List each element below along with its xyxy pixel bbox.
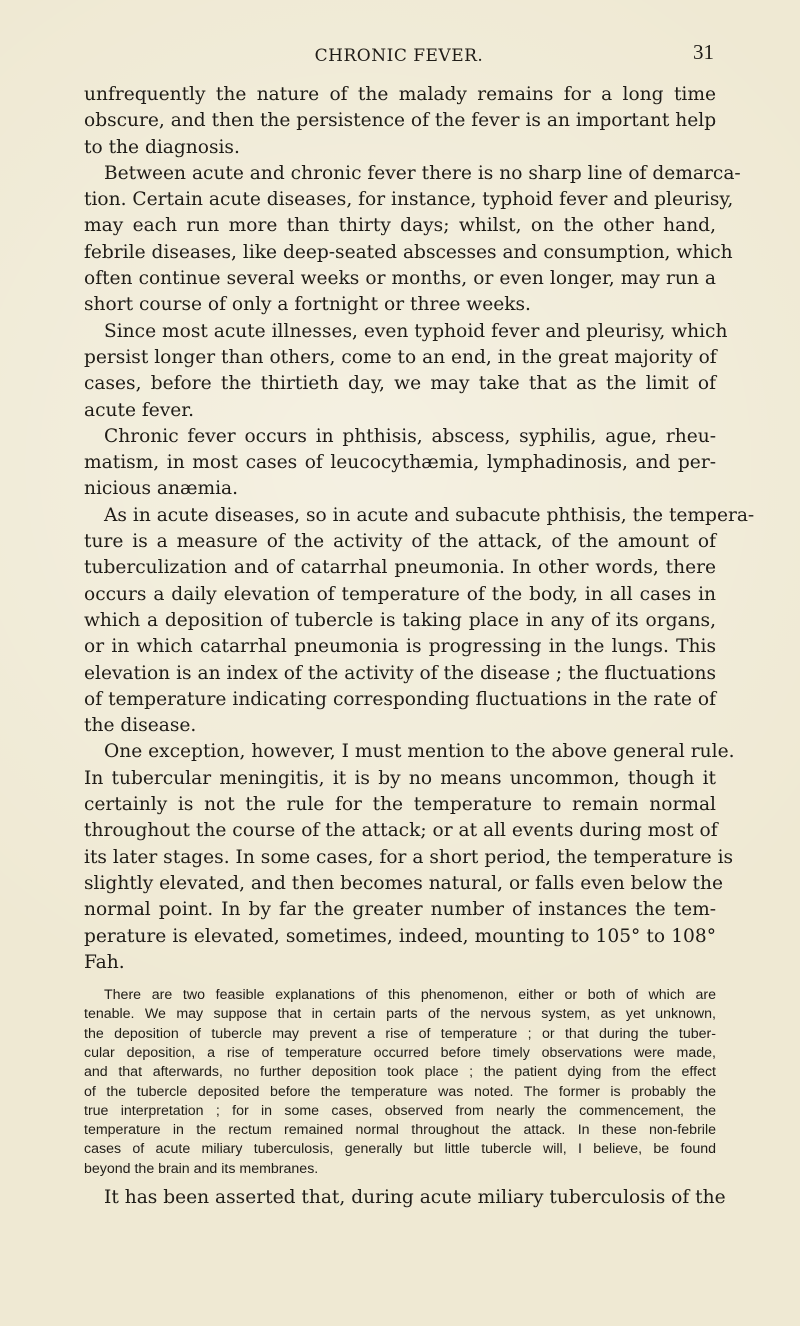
text-line: Between acute and chronic fever there is no sharp line of demarca- bbox=[104, 162, 741, 184]
page-header bbox=[84, 40, 714, 70]
text-line: of temperature indicating corresponding fluctuations in the rate of bbox=[84, 688, 716, 710]
text-line: the disease. bbox=[84, 715, 197, 737]
text-line: In tubercular meningitis, it is by no means uncommon, though it bbox=[84, 767, 716, 789]
note-line: temperature in the rectum remained normal throughout the attack. In these non-febrile bbox=[84, 1122, 716, 1139]
text-line: often continue several weeks or months, or even longer, may run a bbox=[84, 268, 716, 290]
note-line: of the tubercle deposited before the temperature was noted. The former is probably the bbox=[84, 1083, 716, 1100]
note-line: true interpretation ; for in some cases, observed from nearly the commencement, the bbox=[84, 1102, 716, 1119]
note-line: tenable. We may suppose that in certain parts of the nervous system, as yet unknown, bbox=[84, 1006, 716, 1023]
note-block bbox=[84, 986, 716, 1179]
page-number: 31 bbox=[693, 40, 714, 64]
body-text bbox=[84, 82, 755, 1211]
running-head: CHRONIC FEVER. bbox=[314, 46, 484, 66]
text-line: or in which catarrhal pneumonia is progressing in the lungs. This bbox=[84, 636, 716, 658]
text-line: tion. Certain acute diseases, for instance, typhoid fever and pleurisy, bbox=[84, 189, 734, 211]
text-line: perature is elevated, sometimes, indeed, mounting to 105° to 108° bbox=[84, 925, 716, 947]
text-line: unfrequently the nature of the malady remains for a long time bbox=[84, 84, 716, 105]
main-paragraphs bbox=[84, 82, 755, 976]
text-line: throughout the course of the attack; or at all events during most of bbox=[84, 820, 718, 842]
text-line: Chronic fever occurs in phthisis, abscess, syphilis, ague, rheu- bbox=[104, 425, 716, 447]
note-line: the deposition of tubercle may prevent a rise of temperature ; or that during the tuber- bbox=[84, 1025, 716, 1042]
text-line: which a deposition of tubercle is taking place in any of its organs, bbox=[84, 609, 716, 631]
text-line: nicious anæmia. bbox=[84, 478, 239, 500]
text-line: cases, before the thirtieth day, we may take that as the limit of bbox=[84, 373, 716, 395]
text-line: obscure, and then the persistence of the fever is an important help bbox=[84, 110, 717, 132]
text-line: As in acute diseases, so in acute and subacute phthisis, the tempera- bbox=[104, 504, 755, 526]
text-line: slightly elevated, and then becomes natural, or falls even below the bbox=[84, 872, 723, 894]
text-line: normal point. In by far the greater number of instances the tem- bbox=[84, 899, 716, 921]
text-line: elevation is an index of the activity of the disease ; the fluctuations bbox=[84, 662, 716, 684]
note-line: beyond the brain and its membranes. bbox=[84, 1160, 319, 1177]
note-line: cular deposition, a rise of temperature occurred before timely observations were made, bbox=[84, 1044, 716, 1061]
note-line: cases of acute miliary tuberculosis, generally but little tubercle will, I believe, be found bbox=[84, 1141, 716, 1158]
text-line: persist longer than others, come to an end, in the great majority of bbox=[84, 346, 717, 368]
text-line: acute fever. bbox=[84, 399, 195, 421]
text-line: febrile diseases, like deep-seated abscesses and consumption, which bbox=[84, 241, 733, 263]
text-line: matism, in most cases of leucocythæmia, lymphadinosis, and per- bbox=[84, 452, 716, 474]
closing-line: It has been asserted that, during acute miliary tuberculosis of the bbox=[104, 1187, 726, 1209]
note-line: and that afterwards, no further deposition took place ; the patient dying from the effect bbox=[84, 1064, 716, 1081]
text-line: certainly is not the rule for the temperature to remain normal bbox=[84, 794, 716, 816]
text-line: Since most acute illnesses, even typhoid fever and pleurisy, which bbox=[104, 320, 728, 342]
note-line: There are two feasible explanations of this phenomenon, either or both of which are bbox=[104, 987, 716, 1004]
text-line: Fah. bbox=[84, 951, 125, 973]
text-line: ture is a measure of the activity of the attack, of the amount of bbox=[84, 531, 716, 553]
text-line: tuberculization and of catarrhal pneumonia. In other words, there bbox=[84, 557, 716, 579]
text-line: to the diagnosis. bbox=[84, 136, 240, 158]
text-line: its later stages. In some cases, for a short period, the temperature is bbox=[84, 846, 734, 868]
text-line: One exception, however, I must mention to the above general rule. bbox=[104, 741, 735, 763]
text-line: short course of only a fortnight or three weeks. bbox=[84, 294, 531, 316]
text-line: may each run more than thirty days; whilst, on the other hand, bbox=[84, 215, 716, 237]
text-line: occurs a daily elevation of temperature of the body, in all cases in bbox=[84, 583, 716, 605]
